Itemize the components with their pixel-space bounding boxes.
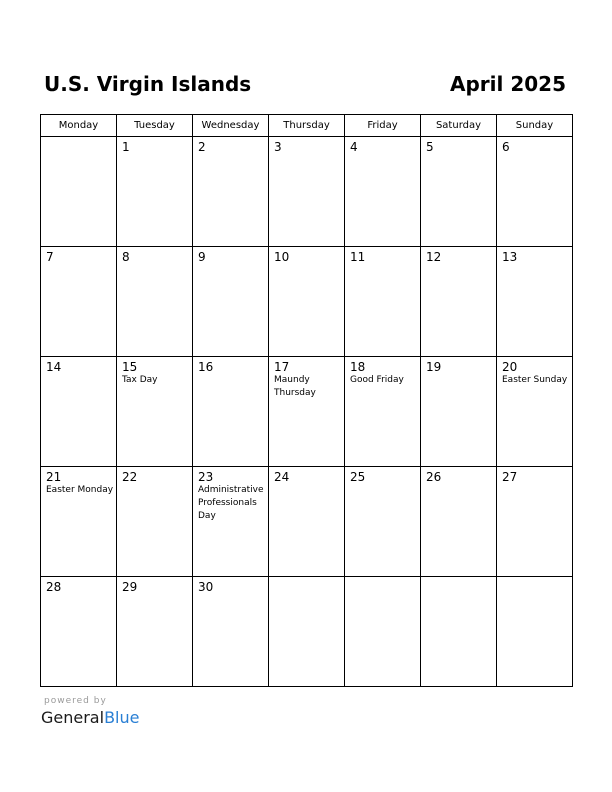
week-row — [41, 357, 573, 467]
holiday-label: Tax Day — [122, 375, 158, 385]
day-cell — [193, 467, 269, 577]
day-cell — [421, 247, 497, 357]
weekday-header: Tuesday — [117, 115, 193, 137]
day-number: 13 — [502, 250, 518, 264]
weekday-header: Wednesday — [193, 115, 269, 137]
day-number: 27 — [502, 470, 518, 484]
day-number — [41, 137, 116, 140]
day-cell — [345, 467, 421, 577]
day-number: 3 — [274, 140, 282, 154]
day-cell — [421, 577, 497, 687]
day-number: 8 — [122, 250, 130, 264]
day-cell — [345, 577, 421, 687]
day-number: 18 — [350, 360, 366, 374]
day-cell — [421, 467, 497, 577]
week-row — [41, 467, 573, 577]
holiday-label: Good Friday — [350, 375, 404, 385]
brand-general-text: General — [41, 708, 105, 727]
day-number: 17 — [274, 360, 290, 374]
day-cell — [193, 357, 269, 467]
generalblue-logo[interactable] — [41, 708, 139, 727]
day-number: 25 — [350, 470, 366, 484]
day-cell — [117, 247, 193, 357]
powered-by-text: powered by — [44, 696, 107, 706]
day-number: 24 — [274, 470, 290, 484]
weekday-header: Sunday — [497, 115, 573, 137]
day-cell — [193, 247, 269, 357]
day-number: 11 — [350, 250, 366, 264]
weekday-header-row — [41, 115, 573, 137]
day-cell — [41, 467, 117, 577]
holiday-label: Administrative Professionals Day — [198, 485, 264, 521]
day-number: 28 — [46, 580, 62, 594]
day-number: 22 — [122, 470, 138, 484]
day-number: 15 — [122, 360, 138, 374]
day-cell — [41, 357, 117, 467]
day-number: 12 — [426, 250, 442, 264]
day-number — [497, 577, 572, 580]
day-number: 19 — [426, 360, 442, 374]
day-number: 10 — [274, 250, 290, 264]
day-cell — [421, 137, 497, 247]
month-year-title: April 2025 — [450, 72, 566, 96]
day-cell — [497, 137, 573, 247]
holiday-label: Easter Sunday — [502, 375, 568, 385]
day-cell — [497, 577, 573, 687]
brand-blue-text: Blue — [104, 708, 140, 727]
day-cell — [269, 577, 345, 687]
day-cell — [497, 467, 573, 577]
day-number: 7 — [46, 250, 54, 264]
day-number: 2 — [198, 140, 206, 154]
day-cell — [345, 137, 421, 247]
day-number: 1 — [122, 140, 130, 154]
week-row — [41, 577, 573, 687]
day-cell — [41, 137, 117, 247]
day-cell — [117, 467, 193, 577]
calendar-grid — [40, 114, 573, 687]
weekday-header: Friday — [345, 115, 421, 137]
day-cell — [421, 357, 497, 467]
day-number — [269, 577, 344, 580]
day-number: 23 — [198, 470, 214, 484]
holiday-label: Maundy Thursday — [274, 375, 316, 398]
day-number: 14 — [46, 360, 62, 374]
day-number: 6 — [502, 140, 510, 154]
weekday-header: Saturday — [421, 115, 497, 137]
day-number: 5 — [426, 140, 434, 154]
day-cell — [193, 577, 269, 687]
day-number: 29 — [122, 580, 138, 594]
day-number: 30 — [198, 580, 214, 594]
day-cell — [497, 357, 573, 467]
day-number: 26 — [426, 470, 442, 484]
day-cell — [269, 357, 345, 467]
week-row — [41, 137, 573, 247]
day-cell — [117, 357, 193, 467]
day-number — [345, 577, 420, 580]
weekday-header: Monday — [41, 115, 117, 137]
day-cell — [345, 247, 421, 357]
day-number — [421, 577, 496, 580]
weekday-header: Thursday — [269, 115, 345, 137]
day-cell — [41, 247, 117, 357]
day-number: 4 — [350, 140, 358, 154]
day-number: 9 — [198, 250, 206, 264]
day-cell — [193, 137, 269, 247]
day-cell — [117, 137, 193, 247]
holiday-label: Easter Monday — [46, 485, 114, 495]
week-row — [41, 247, 573, 357]
region-title: U.S. Virgin Islands — [44, 72, 252, 96]
day-number: 16 — [198, 360, 214, 374]
day-number: 21 — [46, 470, 62, 484]
day-cell — [269, 137, 345, 247]
day-cell — [41, 577, 117, 687]
day-cell — [269, 247, 345, 357]
day-cell — [117, 577, 193, 687]
day-cell — [345, 357, 421, 467]
day-cell — [497, 247, 573, 357]
day-cell — [269, 467, 345, 577]
day-number: 20 — [502, 360, 518, 374]
